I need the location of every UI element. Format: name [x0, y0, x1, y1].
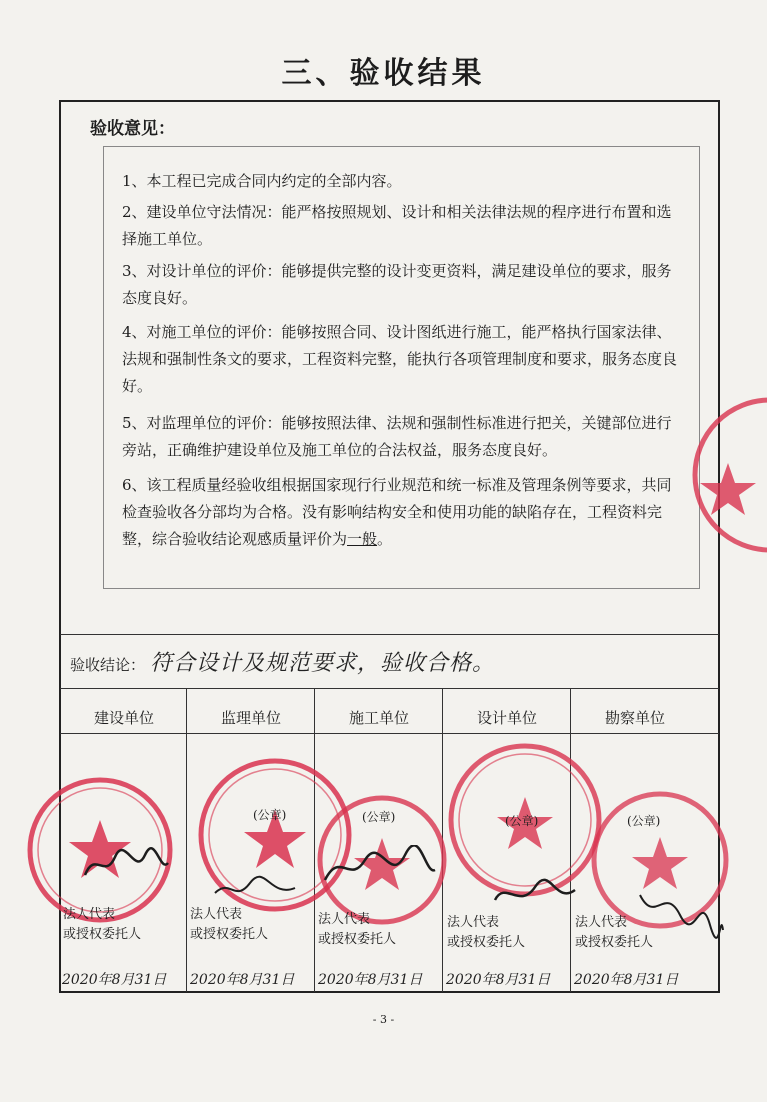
opinion-item-4: 4、对施工单位的评价：能够按照合同、设计图纸进行施工，能严格执行国家法律、法规和强制性条文的要求，工程资料完整，能执行各项管理制度和要求，服务态度良好。	[122, 323, 678, 395]
margin-seal-icon	[680, 385, 767, 565]
unit-head-construction: 建设单位	[93, 709, 154, 727]
rep-label-construction: 法人代表 或授权委托人	[63, 907, 142, 942]
seal-label-supervision: (公章)	[253, 808, 287, 822]
date-supervision: 2020年8月31日	[190, 972, 295, 988]
conclusion-label: 验收结论：	[70, 656, 146, 674]
unit-head-design: 设计单位	[476, 709, 537, 727]
page-number: - 3 -	[372, 1013, 395, 1026]
rep-label-contractor: 法人代表 或授权委托人	[318, 912, 397, 947]
date-design: 2020年8月31日	[446, 972, 551, 988]
rep-label-design: 法人代表 或授权委托人	[447, 915, 526, 950]
opinion-item-1: 1、本工程已完成合同内约定的全部内容。	[122, 172, 402, 190]
seal-label-survey: (公章)	[627, 814, 661, 828]
unit-head-contractor: 施工单位	[348, 709, 409, 727]
signature-contractor-icon	[320, 845, 440, 895]
date-contractor: 2020年8月31日	[318, 972, 423, 988]
opinion-item-6-text: 6、该工程质量经验收组根据国家现行行业规范和统一标准及管理条例等要求，共同检查验收各分部均为合格。没有影响结构安全和使用功能的缺陷存在，工程资料完整，综合验收结论观感质量评价为	[122, 476, 672, 548]
date-survey: 2020年8月31日	[574, 972, 679, 988]
opinion-item-5: 5、对监理单位的评价：能够按照法律、法规和强制性标准进行把关，关键部位进行旁站，正确维护建设单位及施工单位的合法权益，服务态度良好。	[122, 414, 672, 459]
seal-label-contractor: (公章)	[362, 810, 396, 824]
unit-head-survey: 勘察单位	[604, 709, 665, 727]
signature-supervision-icon	[210, 868, 300, 908]
signature-construction-icon	[80, 845, 170, 885]
unit-head-supervision: 监理单位	[220, 709, 281, 727]
col-divider-1	[186, 689, 187, 992]
opinion-item-3: 3、对设计单位的评价：能够提供完整的设计变更资料，满足建设单位的要求，服务态度良好。	[122, 262, 672, 307]
rep-label-survey: 法人代表 或授权委托人	[575, 915, 654, 950]
seal-label-design: (公章)	[505, 814, 539, 828]
conclusion-handwriting: 符合设计及规范要求，验收合格。	[150, 651, 496, 676]
units-header-line	[60, 733, 719, 734]
conclusion-top-line	[60, 634, 719, 635]
opinion-item-2: 2、建设单位守法情况：能严格按照规划、设计和相关法律法规的程序进行布置和选择施工单位。	[122, 203, 672, 248]
page-title: 三、验收结果	[281, 56, 486, 91]
opinion-label: 验收意见：	[90, 119, 175, 139]
units-top-line	[60, 688, 719, 689]
opinion-item-6	[122, 472, 680, 553]
opinion-item-6-end: 。	[377, 530, 393, 548]
signature-design-icon	[490, 875, 580, 915]
quality-rating: 一般	[347, 530, 378, 548]
rep-label-supervision: 法人代表 或授权委托人	[190, 907, 269, 942]
date-construction: 2020年8月31日	[62, 972, 167, 988]
